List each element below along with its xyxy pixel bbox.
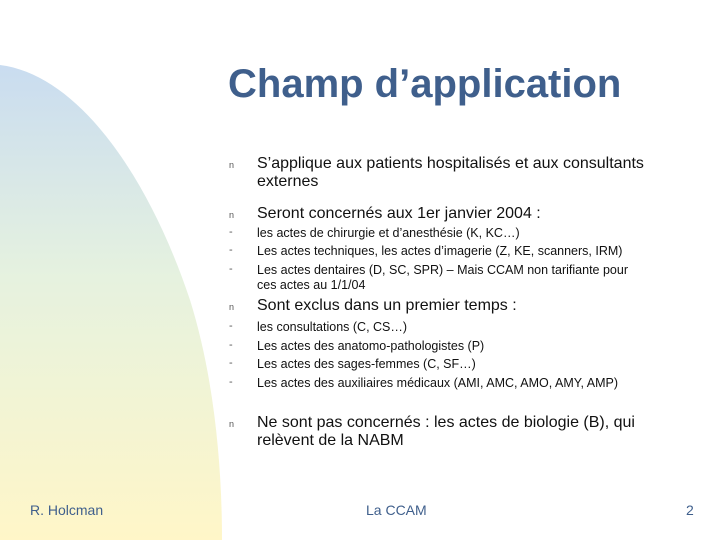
square-bullet-icon: n (229, 160, 235, 170)
dash-bullet-icon: - (229, 320, 233, 332)
square-bullet-icon: n (229, 210, 235, 220)
bullet-text (257, 155, 644, 191)
bullet-line: externes (257, 173, 319, 190)
sub-bullet-text (257, 263, 628, 293)
sub-bullet-text: Les actes techniques, les actes d’imagerie (Z, KE, scanners, IRM) (257, 244, 623, 258)
sub-bullet-text: Les actes des anatomo-pathologistes (P) (257, 339, 485, 353)
dash-bullet-icon: - (229, 339, 233, 351)
page-number: 2 (686, 502, 694, 518)
dash-bullet-icon: - (229, 263, 233, 275)
bullet-text: Seront concernés aux 1er janvier 2004 : (257, 205, 541, 222)
sub-bullet-text: les actes de chirurgie et d’anesthésie (K, KC…) (257, 226, 520, 240)
square-bullet-icon: n (229, 419, 235, 429)
slide-title: Champ d’application (228, 62, 622, 106)
bullet-line: Ne sont pas concernés : les actes de biologie (B), qui (257, 414, 635, 431)
sub-bullet-line: ces actes au 1/1/04 (257, 278, 366, 292)
sub-bullet-text: les consultations (C, CS…) (257, 320, 408, 334)
bullet-text: Sont exclus dans un premier temps : (257, 297, 517, 314)
dash-bullet-icon: - (229, 244, 233, 256)
footer-center: La CCAM (366, 502, 427, 518)
dash-bullet-icon: - (229, 226, 233, 238)
bullet-line: relèvent de la NABM (257, 432, 404, 449)
footer-author: R. Holcman (30, 502, 104, 518)
dash-bullet-icon: - (229, 376, 233, 388)
bullet-line: S’applique aux patients hospitalisés et aux consultants (257, 155, 644, 172)
bullet-text (257, 414, 635, 450)
dash-bullet-icon: - (229, 357, 233, 369)
sub-bullet-text: Les actes des auxiliaires médicaux (AMI, AMC, AMO, AMY, AMP) (257, 376, 619, 390)
square-bullet-icon: n (229, 302, 235, 312)
sub-bullet-text: Les actes des sages-femmes (C, SF…) (257, 357, 476, 371)
sub-bullet-line: Les actes dentaires (D, SC, SPR) – Mais CCAM non tarifiante pour (257, 263, 628, 277)
